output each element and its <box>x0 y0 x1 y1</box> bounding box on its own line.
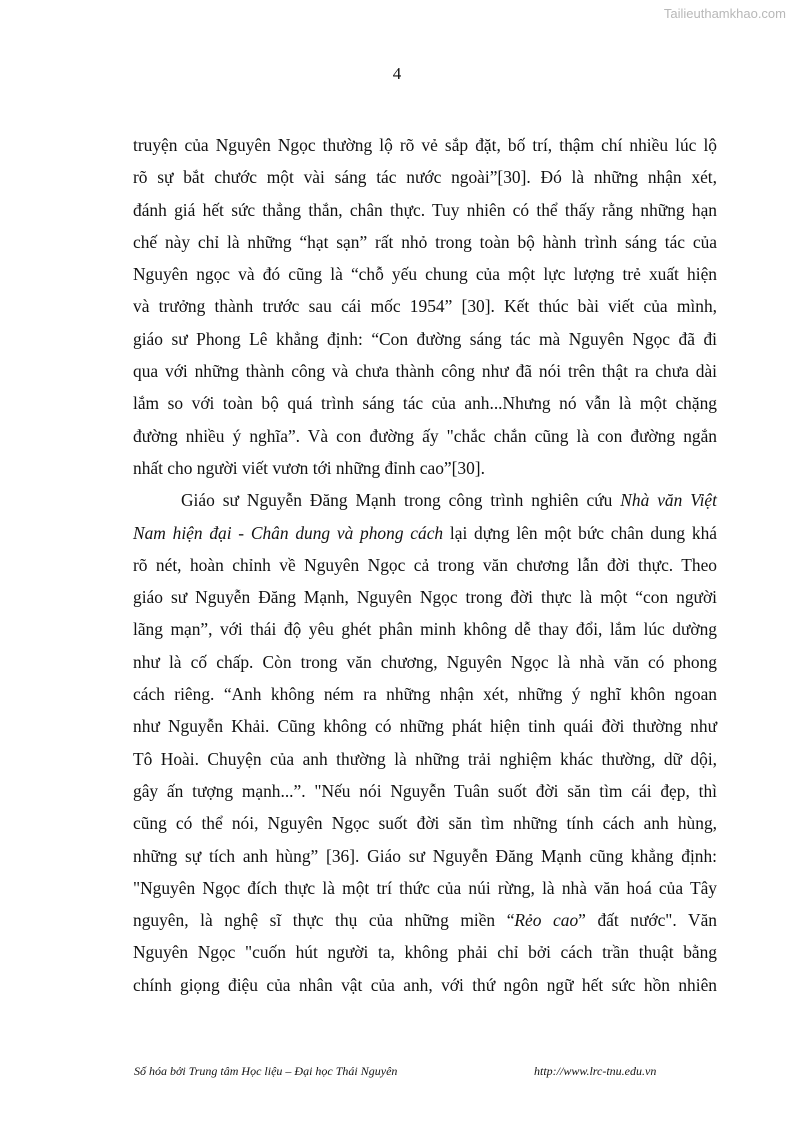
text-line: và trưởng thành trước sau cái mốc 1954” [30]. Kết thúc bài viết của mình, <box>133 296 717 317</box>
text-line: nhất cho người viết vươn tới những đỉnh cao”[30]. <box>133 457 485 478</box>
text-line <box>133 517 717 549</box>
text-line: đường nhiều ý nghĩa”. Và con đường ấy "chắc chắn cũng là con đường ngắn <box>133 425 717 446</box>
footer-url[interactable]: http://www.lrc-tnu.edu.vn <box>534 1064 657 1078</box>
text-line: truyện của Nguyên Ngọc thường lộ rõ vẻ sắp đặt, bố trí, thậm chí nhiều lúc lộ <box>133 135 717 155</box>
text-line: những sự tích anh hùng” [36]. Giáo sư Nguyễn Đăng Mạnh cũng khẳng định: <box>133 845 717 866</box>
text-line: chính giọng điệu của nhân vật của anh, với thứ ngôn ngữ hết sức hồn nhiên <box>133 974 717 995</box>
text-line: giáo sư Nguyễn Đăng Mạnh, Nguyên Ngọc trong đời thực là một “con người <box>133 587 717 608</box>
text-line <box>133 904 717 936</box>
text-segment: Giáo sư Nguyễn Đăng Mạnh trong công trình nghiên cứu <box>181 490 621 511</box>
text-line: như Nguyễn Khải. Cũng không có những phát hiện tinh quái đời thường như <box>133 716 717 737</box>
text-line: cách riêng. “Anh không ném ra những nhận xét, những ý nghĩ khôn ngoan <box>133 684 717 705</box>
text-line: chế này chỉ là những “hạt sạn” rất nhỏ trong toàn bộ hành trình sáng tác của <box>133 231 717 252</box>
text-line: như là cố chấp. Còn trong văn chương, Nguyên Ngọc là nhà văn có phong <box>133 651 717 672</box>
text-line: rõ nét, hoàn chỉnh về Nguyên Ngọc cả trong văn chương lẫn đời thực. Theo <box>133 554 717 575</box>
text-line: Nguyên ngọc và đó cũng là “chỗ yếu chung của một lực lượng trẻ xuất hiện <box>133 264 717 285</box>
text-line: lãng mạn”, với thái độ yêu ghét phân minh không dễ thay đổi, lắm lúc dường <box>133 619 717 640</box>
text-line: giáo sư Phong Lê khẳng định: “Con đường sáng tác mà Nguyên Ngọc đã đi <box>133 328 717 349</box>
text-line: "Nguyên Ngọc đích thực là một trí thức của núi rừng, là nhà văn hoá của Tây <box>133 877 717 898</box>
page-number: 4 <box>392 64 402 83</box>
watermark: Tailieuthamkhao.com <box>663 6 786 21</box>
text-line: rõ sự bắt chước một vài sáng tác nước ngoài”[30]. Đó là những nhận xét, <box>133 167 717 188</box>
italic-term: Rẻo cao <box>514 910 579 931</box>
text-segment: lại dựng lên một bức chân dung khá <box>443 522 717 543</box>
text-line: đánh giá hết sức thẳng thắn, chân thực. Tuy nhiên có thể thấy rằng những hạn <box>133 199 717 220</box>
text-line: qua với những thành công và chưa thành công như đã nói trên thật ra chưa dài <box>133 361 717 382</box>
text-segment: ” đất nước". Văn <box>578 910 717 931</box>
text-line: gây ấn tượng mạnh...”. "Nếu nói Nguyễn Tuân suốt đời săn tìm cái đẹp, thì <box>133 780 717 801</box>
footer-source: Số hóa bởi Trung tâm Học liệu – Đại học Thái Nguyên <box>134 1064 398 1078</box>
book-title: Nam hiện đại - Chân dung và phong cách <box>133 522 444 543</box>
body-text <box>133 129 717 1001</box>
text-line: lắm so với toàn bộ quá trình sáng tác của anh...Nhưng nó vẫn là một chặng <box>133 393 717 414</box>
text-segment: nguyên, là nghệ sĩ thực thụ của những miền “ <box>133 910 515 931</box>
book-title: Nhà văn Việt <box>620 490 717 511</box>
text-line: Nguyên Ngọc "cuốn hút người ta, không phải chỉ bởi cách trần thuật bằng <box>133 942 717 963</box>
text-line: Tô Hoài. Chuyện của anh thường là những trải nghiệm khác thường, dữ dội, <box>133 748 717 769</box>
text-line: cũng có thể nói, Nguyên Ngọc suốt đời săn tìm những tính cách anh hùng, <box>133 813 717 834</box>
text-line <box>133 484 717 516</box>
